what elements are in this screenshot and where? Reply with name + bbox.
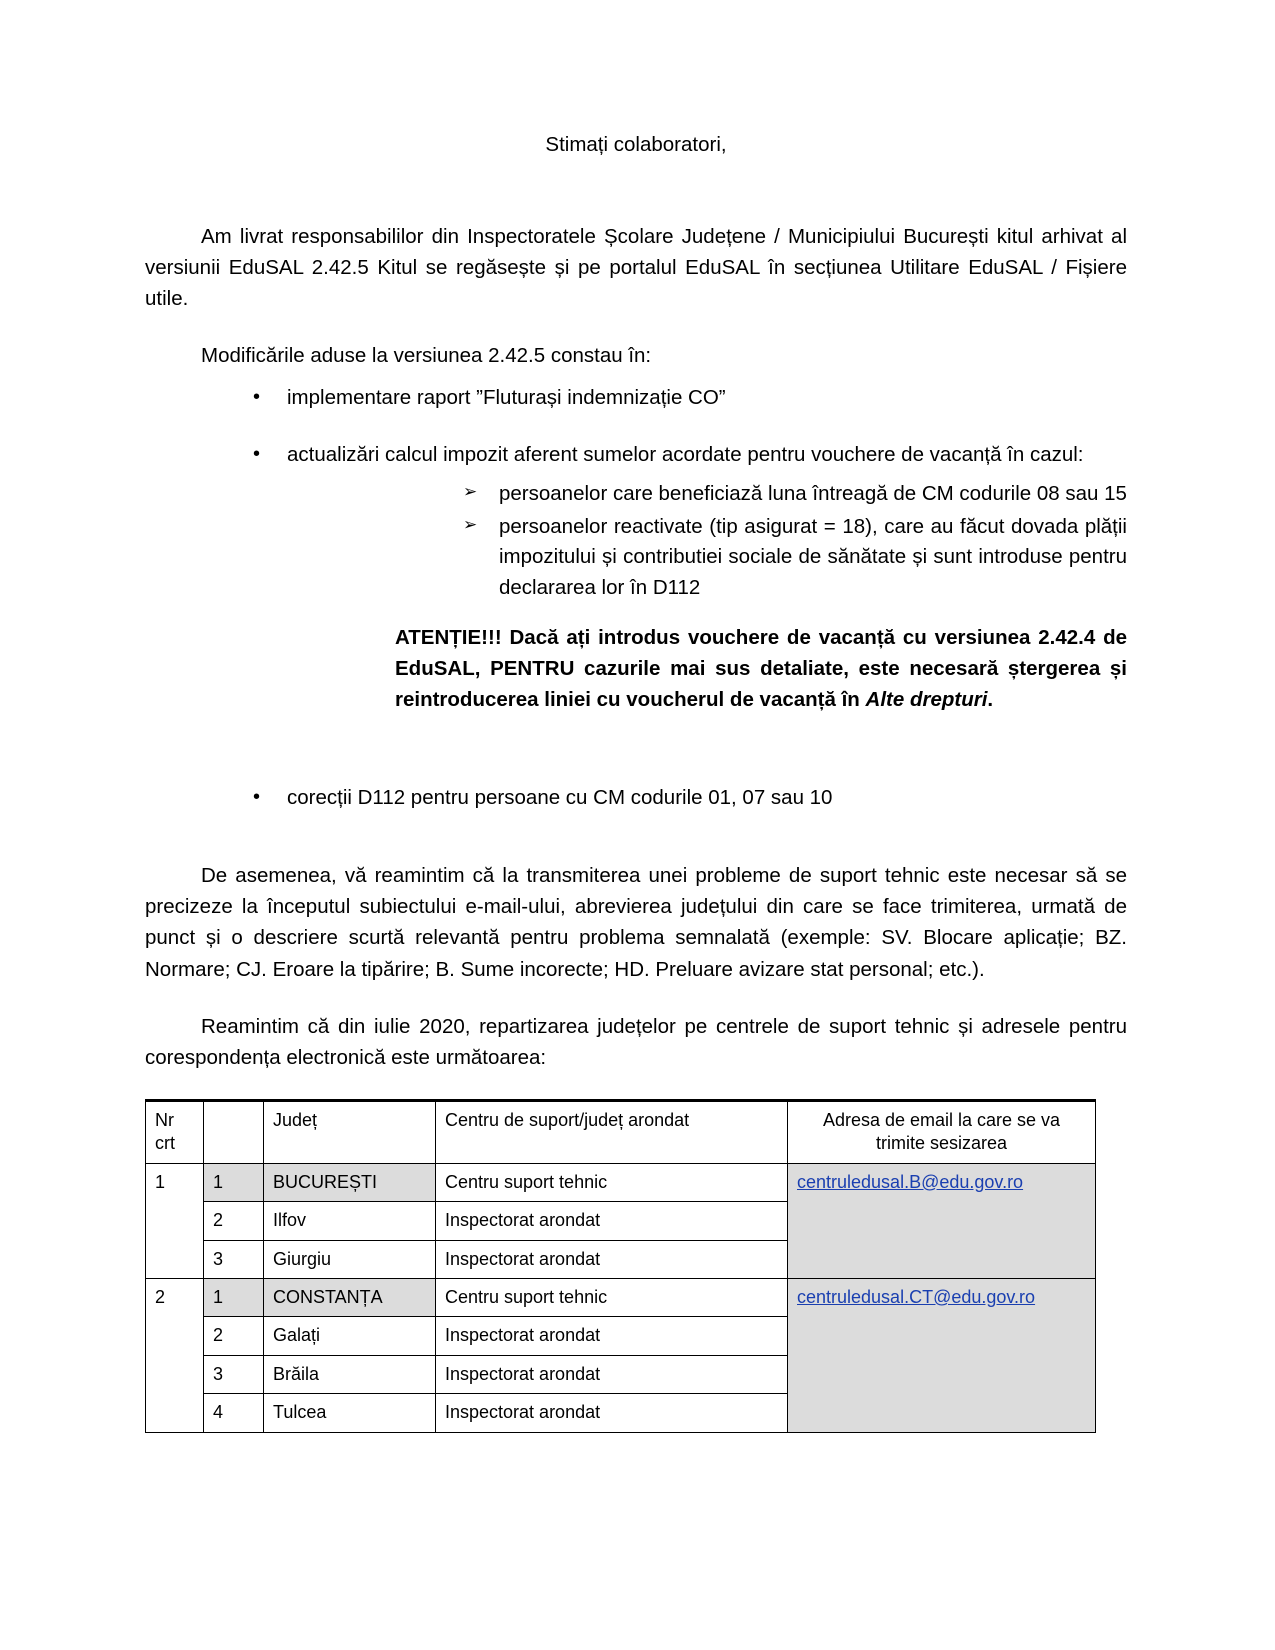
- attention-text-part2: .: [987, 688, 994, 712]
- row-judet: CONSTANȚA: [264, 1278, 436, 1316]
- row-centru: Inspectorat arondat: [436, 1240, 788, 1278]
- table-row: [146, 1278, 1096, 1316]
- row-index: 3: [204, 1240, 264, 1278]
- spacer: [145, 840, 1127, 860]
- row-centru: Inspectorat arondat: [436, 1394, 788, 1432]
- bullet-text: actualizări calcul impozit aferent sumelor acordate pentru vouchere de vacanță în cazul:: [287, 443, 1084, 467]
- changes-intro-paragraph: Modificările aduse la versiunea 2.42.5 constau în:: [201, 344, 652, 368]
- row-judet: BUCUREȘTI: [264, 1163, 436, 1201]
- row-centru: Inspectorat arondat: [436, 1202, 788, 1240]
- list-item: ➢ persoanelor reactivate (tip asigurat = 18), care au făcut dovada plății impozitului și contributiei sociale de sănătate și sunt introduse pentru declararea lor în D112: [287, 512, 1127, 604]
- greeting-line: Stimați colaboratori,: [545, 133, 727, 156]
- header-blank: [204, 1101, 264, 1164]
- row-index: 2: [204, 1317, 264, 1355]
- header-email: Adresa de email la care se va trimite sesizarea: [788, 1101, 1096, 1164]
- sub-item-list: [287, 479, 1127, 604]
- row-judet: Brăila: [264, 1355, 436, 1393]
- row-centru: Centru suport tehnic: [436, 1278, 788, 1316]
- attention-text-part1: ATENȚIE!!! Dacă ați introdus vouchere de vacanță cu versiunea 2.42.4 de EduSAL, PENTRU cazurile mai sus detaliate, este necesară ștergerea și reintroducerea liniei cu voucherul de vacanță în: [395, 625, 1127, 712]
- row-centru: Inspectorat arondat: [436, 1355, 788, 1393]
- list-item: [145, 440, 1127, 715]
- list-item: ➢ persoanelor care beneficiază luna întreagă de CM codurile 08 sau 15: [287, 479, 1127, 510]
- table-intro-paragraph: Reamintim că din iulie 2020, repartizarea județelor pe centrele de suport tehnic și adresele pentru corespondența electronică este următoarea:: [145, 1014, 1127, 1069]
- row-index: 4: [204, 1394, 264, 1432]
- spacer: [145, 741, 1127, 783]
- row-index: 1: [204, 1278, 264, 1316]
- row-judet: Ilfov: [264, 1202, 436, 1240]
- table-row: [146, 1163, 1096, 1201]
- final-bullet-list: [145, 783, 1127, 814]
- row-index: 2: [204, 1202, 264, 1240]
- attention-emphasis: Alte drepturi: [865, 688, 988, 712]
- row-centru: Inspectorat arondat: [436, 1317, 788, 1355]
- row-judet: Giurgiu: [264, 1240, 436, 1278]
- table-header-row: [146, 1101, 1096, 1164]
- header-centru: Centru de suport/județ arondat: [436, 1101, 788, 1164]
- list-item: • implementare raport ”Fluturași indemnizație CO”: [145, 383, 1127, 414]
- group-number: 2: [146, 1278, 204, 1432]
- email-link[interactable]: centruledusal.B@edu.gov.ro: [797, 1171, 1024, 1192]
- row-email: [788, 1278, 1096, 1432]
- intro-paragraph: Am livrat responsabililor din Inspectoratele Școlare Județene / Municipiului București kitul arhivat al versiunii EduSAL 2.42.5 Kitul se regăsește și pe portalul EduSAL în secțiunea Utilitare EduSAL / Fișiere utile.: [145, 224, 1127, 311]
- row-judet: Galați: [264, 1317, 436, 1355]
- row-email: [788, 1163, 1096, 1278]
- changes-bullet-list: [145, 383, 1127, 715]
- header-judet: Județ: [264, 1101, 436, 1164]
- header-nr-crt: Nr crt: [146, 1101, 204, 1164]
- attention-note: [287, 622, 1127, 715]
- group-number: 1: [146, 1163, 204, 1278]
- row-centru: Centru suport tehnic: [436, 1163, 788, 1201]
- support-paragraph: De asemenea, vă reamintim că la transmiterea unei probleme de suport tehnic este necesar să se precizeze la începutul subiectului e-mail-ului, abrevierea județului din care se face trimiterea, urmată de punct și o descriere scurtă relevantă pentru problema semnalată (exemple: SV. Blocare aplicație; BZ. Normare; CJ. Eroare la tipărire; B. Sume incorecte; HD. Preluare avizare stat personal; etc.).: [145, 864, 1127, 981]
- row-index: 1: [204, 1163, 264, 1201]
- row-judet: Tulcea: [264, 1394, 436, 1432]
- email-link[interactable]: centruledusal.CT@edu.gov.ro: [797, 1286, 1036, 1307]
- list-item: • corecții D112 pentru persoane cu CM codurile 01, 07 sau 10: [145, 783, 1127, 814]
- row-index: 3: [204, 1355, 264, 1393]
- support-centers-table: [145, 1099, 1096, 1433]
